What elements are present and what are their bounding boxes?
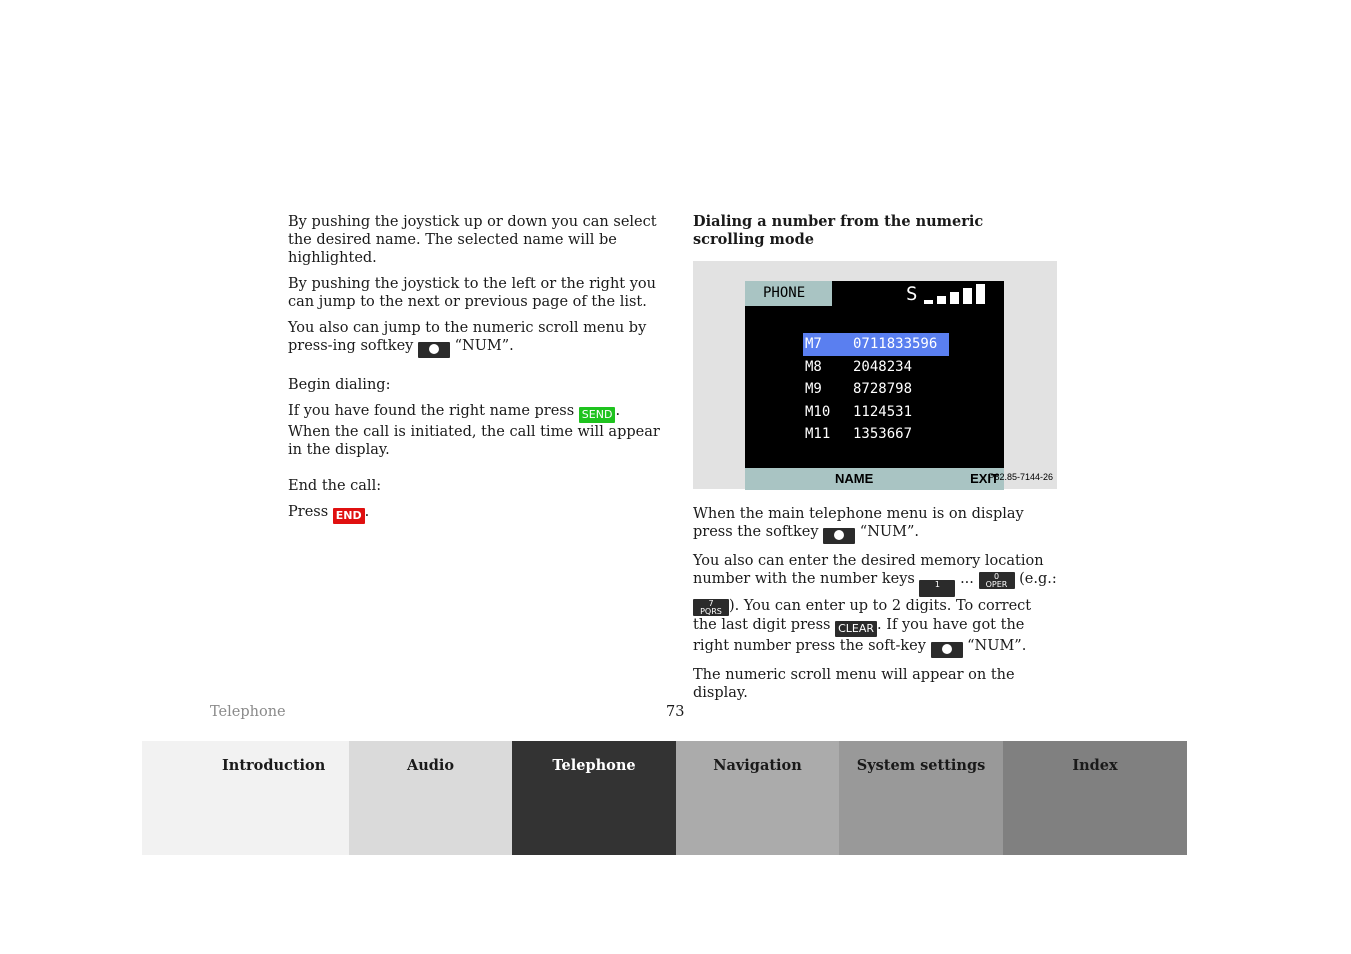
- phone-number: 1353667: [853, 426, 913, 442]
- memory-location: M10: [805, 403, 831, 420]
- signal-strength-icon: S: [906, 284, 996, 304]
- nav-tab-navigation[interactable]: Navigation: [676, 741, 839, 855]
- phone-number: 8728798: [853, 381, 913, 397]
- softkey-name-label: NAME: [835, 471, 874, 486]
- phone-number: 2048234: [853, 358, 913, 375]
- paragraph-page-jump: By pushing the joystick to the left or the right you can jump to the next or previous page of the list.: [288, 276, 656, 310]
- footer-section-title: Telephone: [210, 704, 286, 720]
- right-column: [693, 213, 1059, 710]
- display-header-phone: PHONE: [745, 281, 832, 306]
- clear-key-icon: CLEAR: [835, 621, 877, 637]
- memory-entry[interactable]: [803, 333, 949, 356]
- memory-list: [803, 333, 949, 446]
- paragraph-main-menu: When the main telephone menu is on display press the softkey “NUM”.: [693, 505, 1059, 544]
- phone-number: 0711833596: [853, 336, 938, 352]
- phone-display: [745, 281, 1004, 486]
- display-figure: [693, 261, 1057, 489]
- memory-location: M7: [805, 336, 822, 352]
- number-key-1-icon: 1: [919, 580, 955, 597]
- paragraph-end-call: Press END .: [288, 504, 370, 522]
- nav-tab-introduction[interactable]: Introduction: [142, 741, 349, 855]
- section-heading: Dialing a number from the numeric scrolling mode: [693, 213, 984, 248]
- display-softkey-bar: [745, 468, 1004, 490]
- end-call-label: End the call:: [288, 478, 382, 494]
- paragraph-numeric-jump: You also can jump to the numeric scroll menu by press-ing softkey “NUM”.: [288, 319, 660, 358]
- nav-tab-index[interactable]: Index: [1003, 741, 1187, 855]
- paragraph-begin-dialing: If you have found the right name press SEND . When the call is initiated, the call time will appear in the display.: [288, 403, 660, 458]
- memory-entry[interactable]: [803, 423, 949, 446]
- memory-location: M9: [805, 381, 822, 397]
- memory-entry[interactable]: [803, 378, 949, 401]
- chapter-navigation: [142, 741, 1187, 855]
- softkey-exit-label: EXIT: [970, 471, 999, 486]
- memory-location: M11: [805, 426, 831, 442]
- softkey-icon: [931, 642, 963, 658]
- softkey-icon: [823, 528, 855, 544]
- number-key-7-icon: 7 PQRS: [693, 599, 729, 616]
- softkey-icon: [418, 342, 450, 358]
- nav-tab-telephone[interactable]: Telephone: [512, 741, 676, 855]
- send-key-icon: SEND: [579, 407, 616, 423]
- phone-number: 1124531: [853, 403, 913, 420]
- memory-entry[interactable]: [803, 401, 949, 424]
- paragraph-number-keys: You also can enter the desired memory location number with the number keys 1 ... 0 OPER (e.g.: 7 PQRS ). You can enter up to 2 digits. To correct the last digit press CLEAR . If you have got the right number press the soft-key “NUM”.: [693, 552, 1059, 658]
- paragraph-scroll-menu: The numeric scroll menu will appear on the display.: [693, 667, 1015, 701]
- memory-location: M8: [805, 358, 822, 375]
- end-key-icon: END: [333, 508, 365, 524]
- figure-reference: P82.85-7144-26: [988, 472, 1053, 482]
- begin-dialing-label: Begin dialing:: [288, 377, 391, 393]
- memory-entry[interactable]: [803, 356, 949, 379]
- paragraph-select-name: By pushing the joystick up or down you can select the desired name. The selected name will be highlighted.: [288, 214, 657, 266]
- number-key-0-icon: 0 OPER: [979, 572, 1015, 589]
- left-column: [288, 213, 660, 532]
- page-number: 73: [666, 704, 685, 720]
- nav-tab-system-settings[interactable]: System settings: [839, 741, 1003, 855]
- nav-tab-audio[interactable]: Audio: [349, 741, 512, 855]
